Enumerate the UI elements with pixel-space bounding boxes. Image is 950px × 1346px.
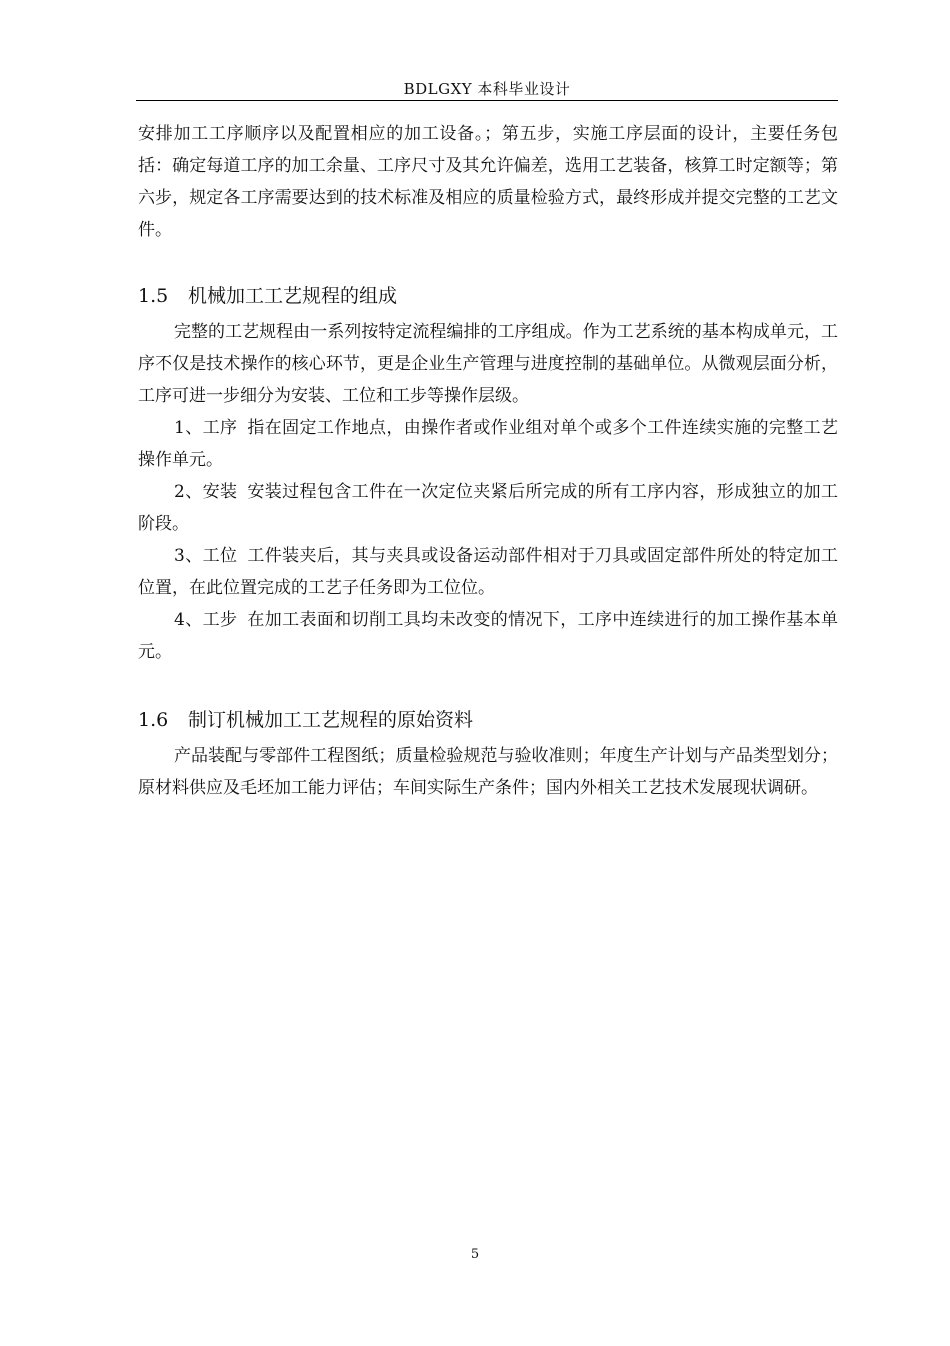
section-1-6-paragraph: 产品装配与零部件工程图纸；质量检验规范与验收准则；年度生产计划与产品类型划分；原材料供应及毛坯加工能力评估；车间实际生产条件；国内外相关工艺技术发展现状调研。	[138, 746, 838, 798]
page-number: 5	[470, 1247, 480, 1262]
list-item	[138, 412, 838, 476]
item-term: 1、工序	[174, 418, 238, 438]
item-term: 4、工步	[174, 610, 238, 630]
section-title: 制订机械加工工艺规程的原始资料	[188, 709, 474, 731]
section-heading-1-6	[138, 704, 838, 736]
section-title: 机械加工工艺规程的组成	[188, 285, 398, 307]
list-item	[138, 540, 838, 604]
header-divider	[136, 100, 838, 101]
section-1-5-paragraph: 完整的工艺规程由一系列按特定流程编排的工序组成。作为工艺系统的基本构成单元，工序不仅是技术操作的核心环节，更是企业生产管理与进度控制的基础单位。从微观层面分析，工序可进一步细分为安装、工位和工步等操作层级。	[138, 322, 838, 406]
item-term: 2、安装	[174, 482, 238, 502]
intro-paragraph: 安排加工工序顺序以及配置相应的加工设备。；第五步，实施工序层面的设计，主要任务包括：确定每道工序的加工余量、工序尺寸及其允许偏差，选用工艺装备，核算工时定额等；第六步，规定各工序需要达到的技术标准及相应的质量检验方式，最终形成并提交完整的工艺文件。	[138, 124, 838, 240]
document-body	[138, 118, 838, 804]
item-text: 在加工表面和切削工具均未改变的情况下，工序中连续进行的加工操作基本单元。	[138, 610, 838, 662]
item-text: 安装过程包含工件在一次定位夹紧后所完成的所有工序内容，形成独立的加工阶段。	[138, 482, 838, 534]
section-number: 1.5	[138, 285, 169, 307]
list-item	[138, 476, 838, 540]
item-text: 指在固定工作地点，由操作者或作业组对单个或多个工件连续实施的完整工艺操作单元。	[138, 418, 838, 470]
page-header-title: BDLGXY 本科毕业设计	[403, 80, 571, 98]
section-heading-1-5	[138, 280, 838, 312]
item-term: 3、工位	[174, 546, 238, 566]
item-text: 工件装夹后，其与夹具或设备运动部件相对于刀具或固定部件所处的特定加工位置，在此位置完成的工艺子任务即为工位位。	[138, 546, 838, 598]
section-number: 1.6	[138, 709, 169, 731]
list-item	[138, 604, 838, 668]
